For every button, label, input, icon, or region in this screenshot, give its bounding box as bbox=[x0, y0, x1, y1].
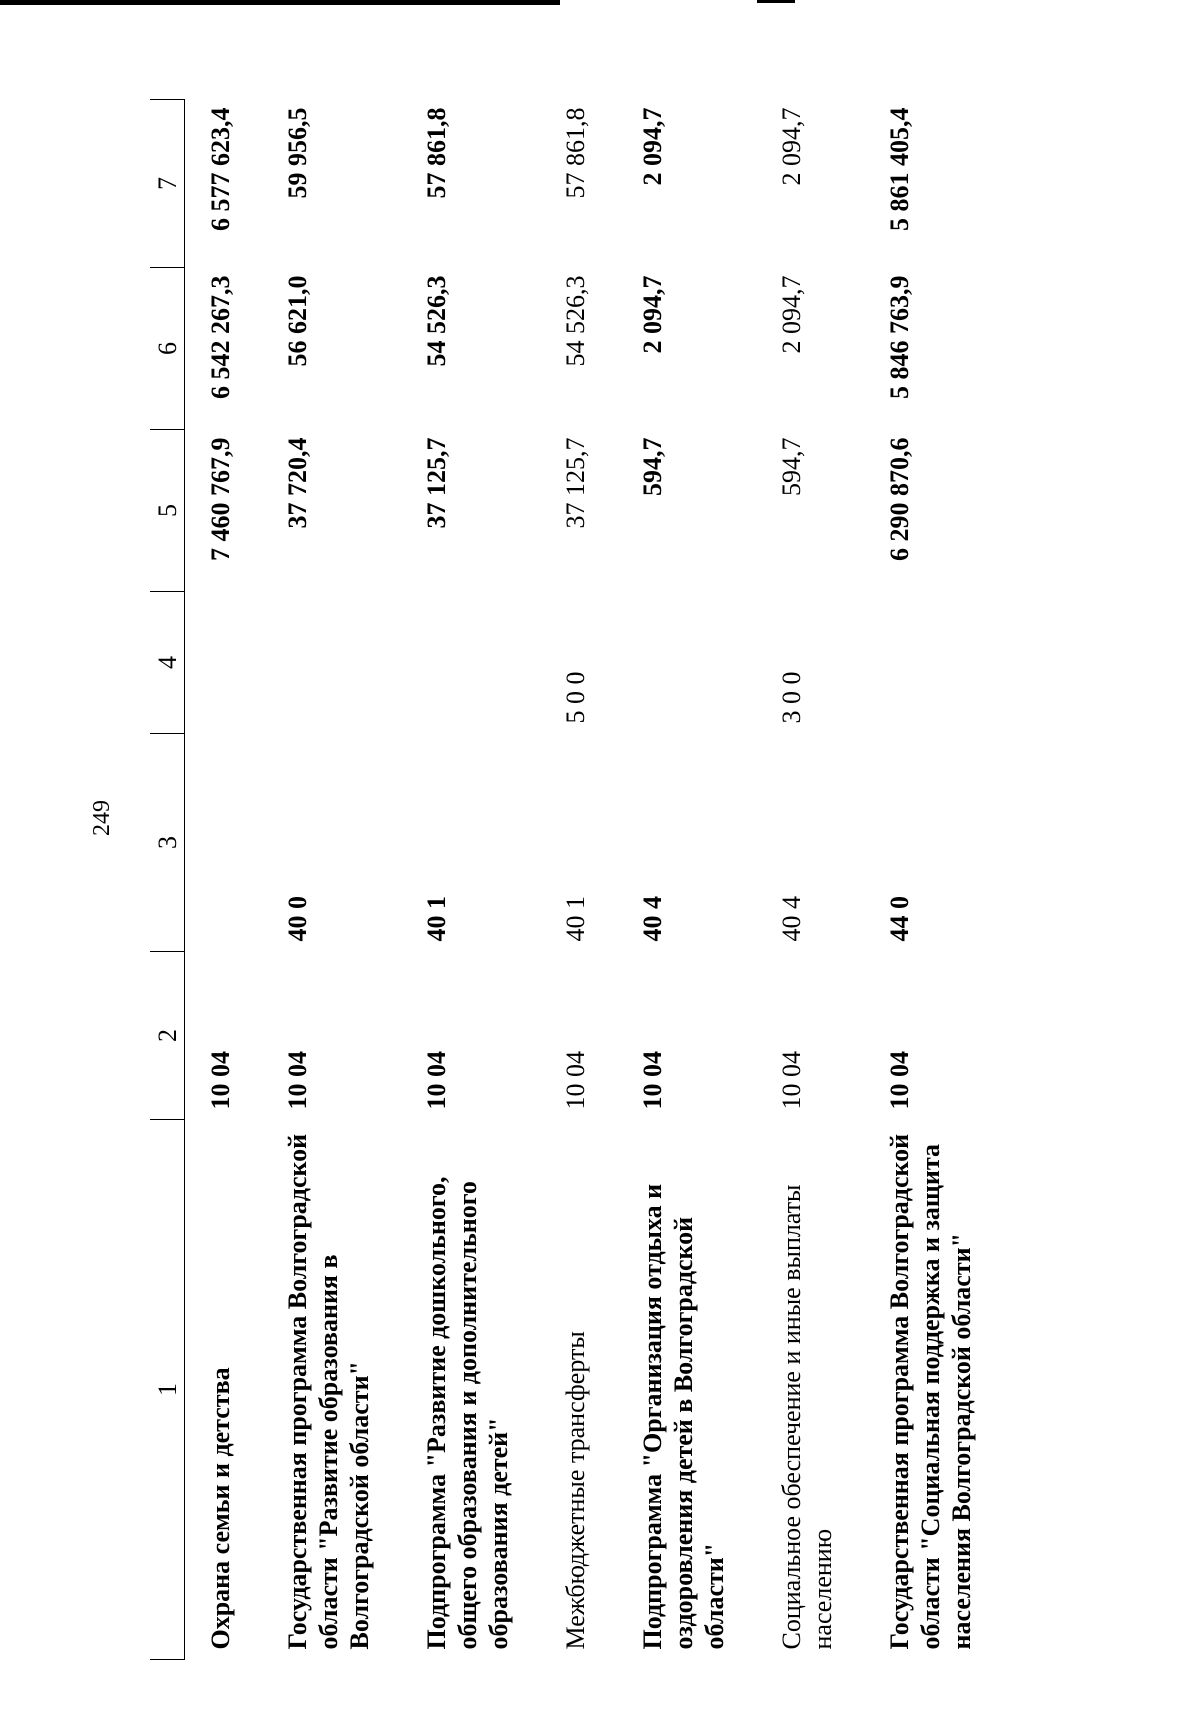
row-expense-type bbox=[617, 592, 756, 734]
row-section-code: 10 04 bbox=[283, 1051, 312, 1110]
row-program-code: 40 4 bbox=[777, 896, 806, 942]
row-value-7: 2 094,7 bbox=[777, 107, 806, 186]
row-program-code: 40 0 bbox=[283, 896, 312, 942]
column-header-5: 5 bbox=[150, 430, 185, 592]
row-name: Подпрограмма "Развитие дошкольного, общего образования и дополнительного образования детей" bbox=[422, 1176, 513, 1650]
row-value-5: 594,7 bbox=[638, 437, 667, 496]
row-value-6: 54 526,3 bbox=[422, 275, 451, 367]
row-section-code: 10 04 bbox=[422, 1051, 451, 1110]
row-value-6: 56 621,0 bbox=[283, 275, 312, 367]
row-value-6: 5 846 763,9 bbox=[885, 275, 914, 399]
column-header-6: 6 bbox=[150, 268, 185, 430]
row-value-6: 54 526,3 bbox=[561, 275, 590, 367]
row-expense-type: 5 0 0 bbox=[561, 671, 590, 724]
table-row bbox=[262, 100, 401, 1660]
row-value-5: 37 720,4 bbox=[283, 437, 312, 529]
row-name: Социальное обеспечение и иные выплаты населению bbox=[777, 1184, 837, 1650]
scan-edge-mark bbox=[0, 0, 560, 5]
row-expense-type bbox=[864, 592, 1003, 734]
row-value-5: 37 125,7 bbox=[561, 437, 590, 529]
column-header-7: 7 bbox=[150, 100, 185, 268]
row-value-5: 37 125,7 bbox=[422, 437, 451, 529]
row-expense-type bbox=[401, 592, 540, 734]
row-value-6: 6 542 267,3 bbox=[206, 275, 235, 399]
header-row bbox=[150, 100, 185, 1660]
column-header-3: 3 bbox=[150, 734, 185, 952]
row-expense-type bbox=[185, 592, 263, 734]
row-name: Охрана семьи и детства bbox=[206, 1367, 235, 1650]
rotated-page-content bbox=[150, 100, 976, 1660]
row-value-6: 2 094,7 bbox=[777, 275, 806, 354]
row-value-7: 57 861,8 bbox=[422, 107, 451, 199]
row-section-code: 10 04 bbox=[777, 1051, 806, 1110]
column-header-2: 2 bbox=[150, 952, 185, 1120]
row-section-code: 10 04 bbox=[561, 1051, 590, 1110]
table-row bbox=[864, 100, 1003, 1660]
row-section-code: 10 04 bbox=[638, 1051, 667, 1110]
table-row bbox=[617, 100, 756, 1660]
table-header bbox=[150, 100, 185, 1660]
table-row bbox=[540, 100, 617, 1660]
row-expense-type: 3 0 0 bbox=[777, 671, 806, 724]
row-value-5: 6 290 870,6 bbox=[885, 437, 914, 561]
row-value-5: 7 460 767,9 bbox=[206, 437, 235, 561]
row-value-7: 57 861,8 bbox=[561, 107, 590, 199]
row-name: Государственная программа Волгоградской области "Социальная поддержка и защита населения Волгоградской области" bbox=[885, 1133, 976, 1650]
row-program-code: 40 1 bbox=[561, 896, 590, 942]
row-value-7: 2 094,7 bbox=[638, 107, 667, 186]
column-header-1: 1 bbox=[150, 1120, 185, 1660]
row-program-code: 40 1 bbox=[422, 896, 451, 942]
page-number: 249 bbox=[89, 800, 115, 836]
row-value-7: 5 861 405,4 bbox=[885, 107, 914, 231]
row-name: Подпрограмма "Организация отдыха и оздоровления детей в Волгоградской области" bbox=[638, 1183, 729, 1650]
scan-edge-mark bbox=[757, 0, 795, 3]
row-section-code: 10 04 bbox=[206, 1051, 235, 1110]
table-row bbox=[401, 100, 540, 1660]
table-row bbox=[185, 100, 263, 1660]
row-name: Государственная программа Волгоградской области "Развитие образования в Волгоградской области" bbox=[283, 1133, 374, 1650]
row-section-code: 10 04 bbox=[885, 1051, 914, 1110]
row-value-7: 6 577 623,4 bbox=[206, 107, 235, 231]
row-program-code bbox=[185, 734, 263, 952]
budget-table bbox=[150, 99, 1003, 1660]
table-body bbox=[185, 100, 1004, 1660]
row-value-7: 59 956,5 bbox=[283, 107, 312, 199]
table-row bbox=[756, 100, 864, 1660]
row-expense-type bbox=[262, 592, 401, 734]
column-header-4: 4 bbox=[150, 592, 185, 734]
row-program-code: 44 0 bbox=[885, 896, 914, 942]
row-name: Межбюджетные трансферты bbox=[561, 1331, 590, 1650]
row-value-6: 2 094,7 bbox=[638, 275, 667, 354]
row-program-code: 40 4 bbox=[638, 896, 667, 942]
row-value-5: 594,7 bbox=[777, 437, 806, 496]
